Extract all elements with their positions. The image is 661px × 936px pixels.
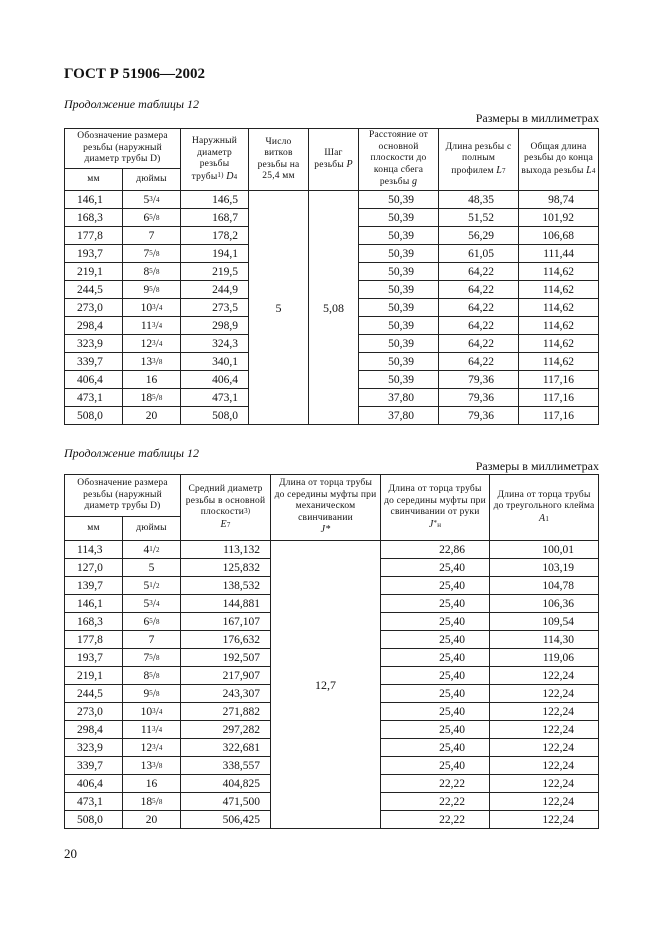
cell-mm: 473,1 — [65, 389, 123, 407]
cell-mm: 177,8 — [65, 227, 123, 245]
cell-d4: 273,5 — [181, 299, 249, 317]
fraction-slash: / — [152, 615, 156, 628]
cell-jn: 25,40 — [381, 631, 490, 649]
cell-a1: 122,24 — [490, 811, 599, 829]
cell-jn: 25,40 — [381, 613, 490, 631]
fraction-slash: / — [155, 705, 159, 718]
cell-a1: 122,24 — [490, 703, 599, 721]
cell-inches: $18^5/8$ — [123, 793, 181, 811]
cell-e7: 404,825 — [181, 775, 271, 793]
cell-e7: 144,881 — [181, 595, 271, 613]
table2-continuation: Продолжение таблицы 12 — [64, 446, 200, 460]
fraction-slash: / — [152, 211, 156, 224]
cell-jn: 25,40 — [381, 649, 490, 667]
cell-mm: 114,3 — [65, 541, 123, 559]
cell-l7: 64,22 — [439, 299, 519, 317]
cell-mm: 323,9 — [65, 335, 123, 353]
cell-d4: 298,9 — [181, 317, 249, 335]
cell-jn: 25,40 — [381, 739, 490, 757]
cell-g: 50,39 — [359, 281, 439, 299]
cell-jn: 25,40 — [381, 721, 490, 739]
t1-h-distance: Расстояние от основной плоскости до конца сбега резьбы g — [359, 129, 439, 191]
cell-l4: 106,68 — [519, 227, 599, 245]
cell-inches: 20 — [123, 811, 181, 829]
cell-e7: 125,832 — [181, 559, 271, 577]
cell-inches: $4^1/2$ — [123, 541, 181, 559]
cell-l4: 114,62 — [519, 281, 599, 299]
cell-g: 50,39 — [359, 245, 439, 263]
fraction-slash: / — [155, 795, 159, 808]
cell-e7: 167,107 — [181, 613, 271, 631]
document-header: ГОСТ Р 51906—2002 — [64, 66, 206, 82]
cell-mm: 273,0 — [65, 703, 123, 721]
cell-inches: $12^3/4$ — [123, 335, 181, 353]
cell-mm: 139,7 — [65, 577, 123, 595]
t2-h-hand-length: Длина от торца трубы до середины муфты при свинчивании от руки J*н — [381, 475, 490, 541]
t2-h-mm: мм — [65, 517, 123, 541]
cell-l4: 117,16 — [519, 389, 599, 407]
fraction-slash: / — [155, 337, 159, 350]
cell-e7: 192,507 — [181, 649, 271, 667]
cell-g: 50,39 — [359, 317, 439, 335]
cell-inches: 7 — [123, 631, 181, 649]
cell-a1: 114,30 — [490, 631, 599, 649]
cell-jn: 25,40 — [381, 595, 490, 613]
cell-a1: 122,24 — [490, 757, 599, 775]
cell-g: 50,39 — [359, 299, 439, 317]
cell-mech-length: 12,7 — [271, 541, 381, 829]
cell-inches: $5^3/4$ — [123, 595, 181, 613]
cell-l4: 111,44 — [519, 245, 599, 263]
cell-inches: $9^5/8$ — [123, 685, 181, 703]
cell-l4: 98,74 — [519, 191, 599, 209]
table1 — [64, 128, 599, 425]
t1-h-turns: Число витков резьбы на 25,4 мм — [249, 129, 309, 191]
cell-mm: 406,4 — [65, 371, 123, 389]
cell-inches: $8^5/8$ — [123, 263, 181, 281]
fraction-slash: / — [155, 355, 159, 368]
cell-inches: $7^5/8$ — [123, 245, 181, 263]
cell-inches: $6^5/8$ — [123, 209, 181, 227]
cell-l4: 114,62 — [519, 263, 599, 281]
cell-inches: 5 — [123, 559, 181, 577]
t2-h-size: Обозначение размера резьбы (наружный диаметр трубы D) — [65, 475, 181, 517]
cell-l7: 79,36 — [439, 371, 519, 389]
cell-d4: 508,0 — [181, 407, 249, 425]
cell-l7: 48,35 — [439, 191, 519, 209]
cell-l4: 114,62 — [519, 299, 599, 317]
fraction-slash: / — [152, 543, 156, 556]
cell-mm: 146,1 — [65, 191, 123, 209]
table1-units: Размеры в миллиметрах — [475, 111, 599, 125]
cell-l7: 64,22 — [439, 263, 519, 281]
cell-l4: 117,16 — [519, 407, 599, 425]
cell-e7: 176,632 — [181, 631, 271, 649]
cell-e7: 243,307 — [181, 685, 271, 703]
fraction-slash: / — [152, 283, 156, 296]
cell-a1: 122,24 — [490, 739, 599, 757]
table2 — [64, 474, 599, 829]
fraction-slash: / — [152, 597, 156, 610]
cell-g: 50,39 — [359, 191, 439, 209]
cell-l4: 101,92 — [519, 209, 599, 227]
fraction-slash: / — [152, 651, 156, 664]
cell-e7: 271,882 — [181, 703, 271, 721]
cell-l4: 117,16 — [519, 371, 599, 389]
cell-mm: 177,8 — [65, 631, 123, 649]
cell-mm: 193,7 — [65, 245, 123, 263]
cell-inches: $6^5/8$ — [123, 613, 181, 631]
t1-h-pitch: Шаг резьбы P — [309, 129, 359, 191]
t1-h-size: Обозначение размера резьбы (наружный диаметр трубы D) — [65, 129, 181, 169]
cell-l4: 114,62 — [519, 353, 599, 371]
cell-inches: $18^5/8$ — [123, 389, 181, 407]
table1-continuation: Продолжение таблицы 12 — [64, 97, 200, 111]
fraction-slash: / — [155, 319, 159, 332]
cell-l7: 64,22 — [439, 281, 519, 299]
cell-l7: 61,05 — [439, 245, 519, 263]
cell-d4: 324,3 — [181, 335, 249, 353]
cell-d4: 219,5 — [181, 263, 249, 281]
fraction-slash: / — [155, 723, 159, 736]
cell-e7: 338,557 — [181, 757, 271, 775]
cell-mm: 244,5 — [65, 685, 123, 703]
cell-d4: 473,1 — [181, 389, 249, 407]
cell-l7: 79,36 — [439, 389, 519, 407]
cell-jn: 22,22 — [381, 775, 490, 793]
cell-a1: 100,01 — [490, 541, 599, 559]
cell-l7: 56,29 — [439, 227, 519, 245]
cell-d4: 406,4 — [181, 371, 249, 389]
cell-inches: 20 — [123, 407, 181, 425]
t2-h-mean-diameter: Средний диаметр резьбы в основной плоскости$^{3)}$ E7 — [181, 475, 271, 541]
cell-mm: 323,9 — [65, 739, 123, 757]
cell-inches: $12^3/4$ — [123, 739, 181, 757]
cell-d4: 244,9 — [181, 281, 249, 299]
cell-e7: 322,681 — [181, 739, 271, 757]
fraction-slash: / — [155, 759, 159, 772]
cell-d4: 168,7 — [181, 209, 249, 227]
cell-mm: 339,7 — [65, 757, 123, 775]
cell-l7: 64,22 — [439, 317, 519, 335]
fraction-slash: / — [152, 579, 156, 592]
cell-l4: 114,62 — [519, 335, 599, 353]
cell-a1: 122,24 — [490, 721, 599, 739]
t1-h-total-length: Общая длина резьбы до конца выхода резьбы L4 — [519, 129, 599, 191]
cell-turns: 5 — [249, 191, 309, 425]
cell-mm: 193,7 — [65, 649, 123, 667]
cell-jn: 22,22 — [381, 793, 490, 811]
cell-d4: 146,5 — [181, 191, 249, 209]
cell-g: 50,39 — [359, 353, 439, 371]
t1-h-full-profile: Длина резьбы с полным профилем L7 — [439, 129, 519, 191]
cell-a1: 122,24 — [490, 793, 599, 811]
cell-inches: $11^3/4$ — [123, 317, 181, 335]
cell-g: 37,80 — [359, 407, 439, 425]
page-number: 20 — [64, 846, 77, 861]
cell-a1: 109,54 — [490, 613, 599, 631]
fraction-slash: / — [155, 391, 159, 404]
cell-jn: 25,40 — [381, 685, 490, 703]
cell-d4: 194,1 — [181, 245, 249, 263]
table-row — [65, 191, 599, 209]
t2-h-inches: дюймы — [123, 517, 181, 541]
cell-jn: 25,40 — [381, 577, 490, 595]
cell-mm: 273,0 — [65, 299, 123, 317]
cell-mm: 339,7 — [65, 353, 123, 371]
cell-g: 37,80 — [359, 389, 439, 407]
cell-pitch: 5,08 — [309, 191, 359, 425]
table2-units: Размеры в миллиметрах — [475, 459, 599, 473]
fraction-slash: / — [152, 687, 156, 700]
cell-mm: 219,1 — [65, 667, 123, 685]
table-row — [65, 541, 599, 559]
cell-mm: 508,0 — [65, 811, 123, 829]
cell-inches: $10^3/4$ — [123, 299, 181, 317]
cell-mm: 244,5 — [65, 281, 123, 299]
t1-h-outer-diameter: Наружный диаметр резьбы трубы$^{1)}$ D4 — [181, 129, 249, 191]
cell-mm: 473,1 — [65, 793, 123, 811]
cell-inches: $9^5/8$ — [123, 281, 181, 299]
cell-g: 50,39 — [359, 209, 439, 227]
cell-jn: 25,40 — [381, 703, 490, 721]
cell-inches: $8^5/8$ — [123, 667, 181, 685]
cell-inches: $13^3/8$ — [123, 353, 181, 371]
cell-inches: $11^3/4$ — [123, 721, 181, 739]
fraction-slash: / — [152, 669, 156, 682]
cell-mm: 168,3 — [65, 209, 123, 227]
cell-d4: 178,2 — [181, 227, 249, 245]
fraction-slash: / — [152, 193, 156, 206]
cell-e7: 297,282 — [181, 721, 271, 739]
cell-e7: 506,425 — [181, 811, 271, 829]
cell-a1: 122,24 — [490, 685, 599, 703]
cell-e7: 138,532 — [181, 577, 271, 595]
cell-mm: 219,1 — [65, 263, 123, 281]
cell-l4: 114,62 — [519, 317, 599, 335]
cell-mm: 298,4 — [65, 721, 123, 739]
cell-g: 50,39 — [359, 371, 439, 389]
cell-a1: 122,24 — [490, 775, 599, 793]
cell-e7: 471,500 — [181, 793, 271, 811]
fraction-slash: / — [152, 247, 156, 260]
cell-a1: 103,19 — [490, 559, 599, 577]
t1-h-inches: дюймы — [123, 169, 181, 191]
cell-mm: 127,0 — [65, 559, 123, 577]
cell-jn: 25,40 — [381, 757, 490, 775]
fraction-slash: / — [155, 301, 159, 314]
cell-inches: 16 — [123, 775, 181, 793]
cell-mm: 406,4 — [65, 775, 123, 793]
cell-jn: 22,86 — [381, 541, 490, 559]
cell-a1: 119,06 — [490, 649, 599, 667]
cell-jn: 25,40 — [381, 559, 490, 577]
cell-inches: $5^3/4$ — [123, 191, 181, 209]
cell-inches: $10^3/4$ — [123, 703, 181, 721]
cell-jn: 22,22 — [381, 811, 490, 829]
cell-inches: $7^5/8$ — [123, 649, 181, 667]
cell-inches: 7 — [123, 227, 181, 245]
cell-a1: 122,24 — [490, 667, 599, 685]
t2-h-mech-length: Длина от торца трубы до середины муфты при механическом свинчивании J* — [271, 475, 381, 541]
cell-inches: $5^1/2$ — [123, 577, 181, 595]
cell-mm: 168,3 — [65, 613, 123, 631]
cell-l7: 64,22 — [439, 335, 519, 353]
cell-e7: 217,907 — [181, 667, 271, 685]
cell-g: 50,39 — [359, 335, 439, 353]
cell-g: 50,39 — [359, 227, 439, 245]
cell-inches: $13^3/8$ — [123, 757, 181, 775]
cell-d4: 340,1 — [181, 353, 249, 371]
cell-mm: 298,4 — [65, 317, 123, 335]
cell-mm: 508,0 — [65, 407, 123, 425]
cell-l7: 64,22 — [439, 353, 519, 371]
fraction-slash: / — [155, 741, 159, 754]
cell-g: 50,39 — [359, 263, 439, 281]
cell-inches: 16 — [123, 371, 181, 389]
cell-e7: 113,132 — [181, 541, 271, 559]
cell-l7: 79,36 — [439, 407, 519, 425]
cell-a1: 106,36 — [490, 595, 599, 613]
cell-mm: 146,1 — [65, 595, 123, 613]
cell-jn: 25,40 — [381, 667, 490, 685]
cell-a1: 104,78 — [490, 577, 599, 595]
cell-l7: 51,52 — [439, 209, 519, 227]
t1-h-mm: мм — [65, 169, 123, 191]
t2-h-triangle: Длина от торца трубы до треугольного клейма A1 — [490, 475, 599, 541]
fraction-slash: / — [152, 265, 156, 278]
